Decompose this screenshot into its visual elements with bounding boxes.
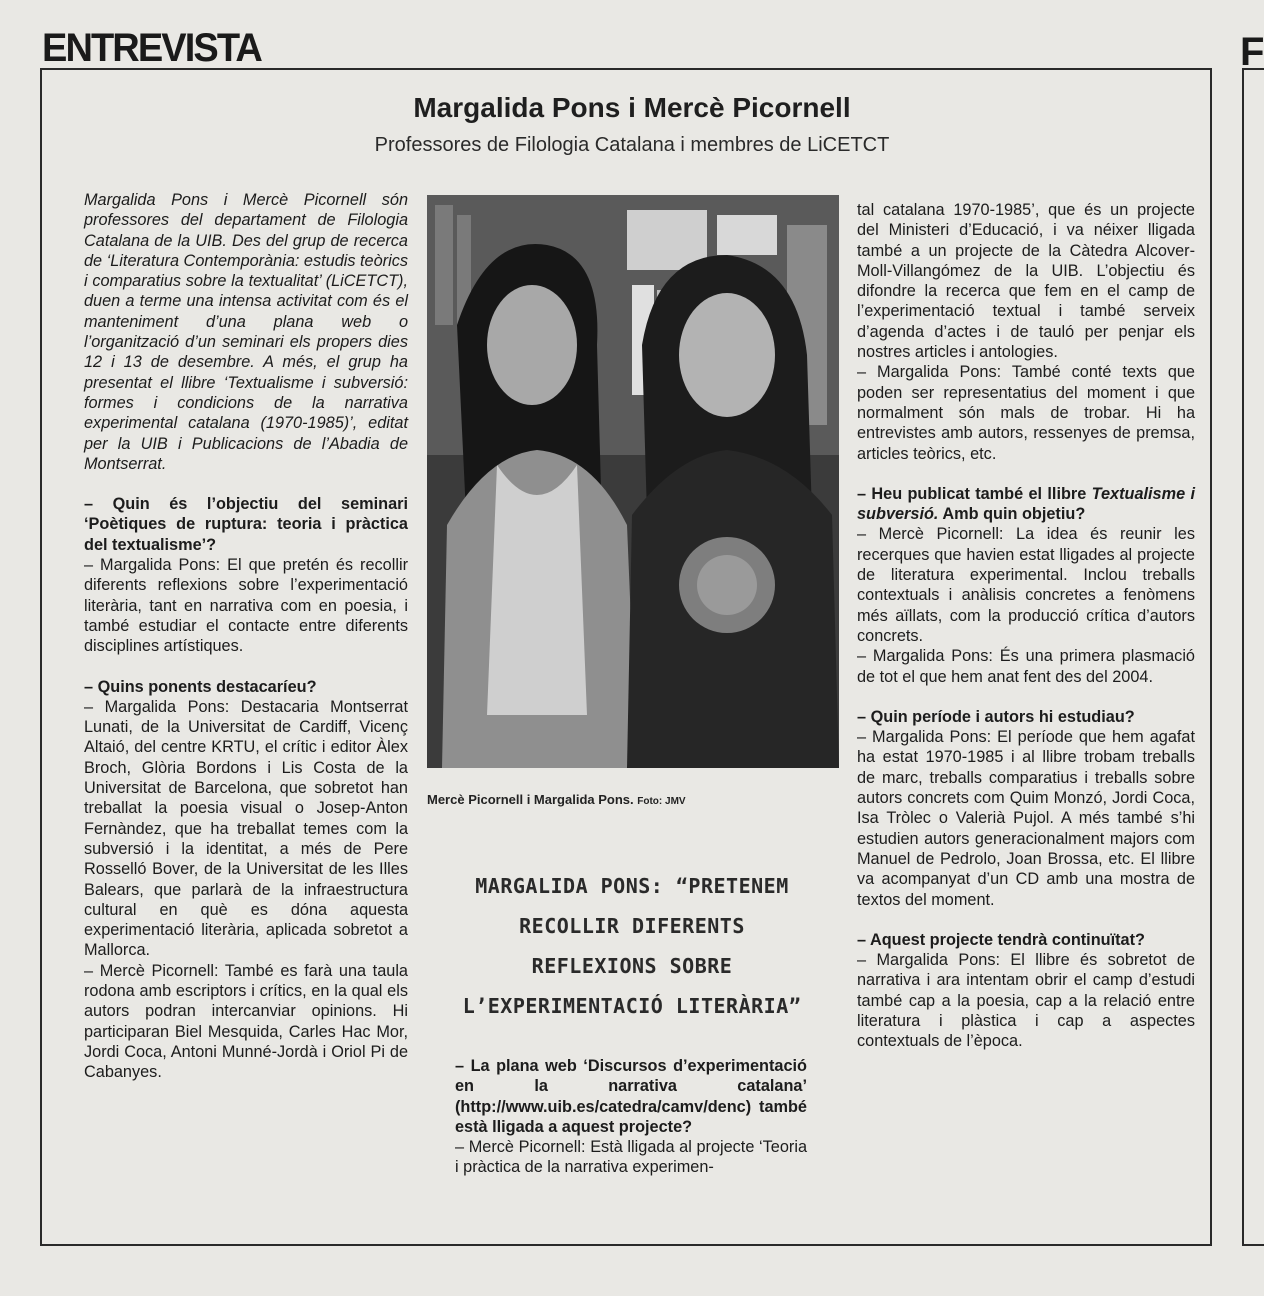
answer-2-pons: – Margalida Pons: Destacaria Montserrat Lunati, de la Universitat de Cardiff, Vicenç Altaió, del centre KRTU, el crític i editor Àlex Broch, Glòria Bordons i Lis Costa de la Universitat de Barcelona, que sobretot han treballat la poesia visual o Josep-Anton Fernàndez, que ha treballat temes com la subversió i la identitat, a més de Pere Rosselló Bover, de la Universitat de les Illes Balears, que parlarà de la infraestructura cultural en què es dóna aquesta experimentació literària, aplicada sobretot a Mallorca.	[84, 697, 408, 960]
section-label: ENTREVISTA	[42, 26, 261, 70]
answer-3-pons: – Margalida Pons: També conté texts que poden ser representatius del moment i que normalment són mals de trobar. Hi ha entrevistes amb autors, ressenyes de premsa, articles teòrics, etc.	[857, 363, 1195, 463]
pull-quote: MARGALIDA PONS: “PRETENEM RECOLLIR DIFERENTS REFLEXIONS SOBRE L’EXPERIMENTACIÓ LITERÀRIA”	[462, 874, 802, 1018]
article-headline: Margalida Pons i Mercè Picornell	[413, 92, 851, 123]
next-page-section-initial: F	[1240, 30, 1264, 74]
question-4-book-title: Textualisme i subversió.	[857, 484, 1195, 524]
question-4-part-b: Amb quin objetiu?	[938, 505, 1086, 524]
article-subheadline: Professores de Filologia Catalana i membres de LiCETCT	[374, 134, 890, 156]
answer-6: – Margalida Pons: El llibre és sobretot de narrativa i ara intentam obrir el camp d’estudi també cap a la poesia, cap a la relació entre literatura i plàstica i cap a aspectes contextuals de l’època.	[857, 951, 1195, 1051]
next-page-frame	[1242, 68, 1264, 1246]
interview-photo	[427, 195, 839, 768]
answer-3-continued: tal catalana 1970-1985’, que és un projecte del Ministeri d’Educació, i va néixer lligada també a un projecte de la Càtedra Alcover-Moll-Villangómez de la UIB. L’objectiu és difondre la recerca que fem en el camp de l’experimentació textual i també serveix d’agenda d’actes i de tauló per penjar els nostres articles i antologies.	[857, 201, 1195, 362]
question-4-part-a: – Heu publicat també el llibre	[857, 484, 1092, 503]
answer-3-start: – Mercè Picornell: Està lligada al projecte ‘Teoria i pràctica de la narrativa experimen-	[455, 1138, 807, 1177]
answer-1: – Margalida Pons: El que pretén és recollir diferents reflexions sobre l’experimentació literària, tant en narrativa com en poesia, i també estudiar el contacte entre diferents disciplines artístiques.	[84, 556, 408, 656]
column-left	[84, 190, 408, 1082]
question-2: – Quins ponents destacaríeu?	[84, 677, 317, 696]
answer-2-picornell: – Mercè Picornell: També es farà una taula rodona amb escriptors i crítics, en la qual els autors podran intercanviar opinions. Hi participaran Biel Mesquida, Carles Hac Mor, Jordi Coca, Antoni Munné-Jordà i Oriol Pi de Cabanyes.	[84, 961, 408, 1082]
photo-illustration	[427, 195, 839, 768]
photo-caption-text: Mercè Picornell i Margalida Pons.	[427, 792, 634, 807]
answer-4-pons: – Margalida Pons: És una primera plasmació de tot el que hem anat fent des del 2004.	[857, 647, 1195, 686]
photo-credit: Foto: JMV	[637, 796, 686, 807]
answer-4-picornell: – Mercè Picornell: La idea és reunir les recerques que havien estat lligades al projecte de literatura experimental. Inclou treballs contextuals i anàlisis concretes a fenòmens més aïllats, com la producció crítica d’autors concrets.	[857, 525, 1195, 645]
answer-5: – Margalida Pons: El període que hem agafat ha estat 1970-1985 i al llibre trobam treballs de marc, treballs comparatius i treballs sobre autors concrets com Quim Monzó, Jordi Coca, Isa Tròlec o Valerià Pujol. A més també s’hi estudien autors generacionalment majors com Manuel de Pedrolo, Joan Brossa, etc. El llibre va acompanyat d’un CD amb una mostra de textos del moment.	[857, 728, 1195, 909]
question-4	[857, 484, 1195, 525]
intro-paragraph: Margalida Pons i Mercè Picornell són professores del departament de Filologia Catalana de la UIB. Des del grup de recerca de ‘Literatura Contemporània: estudis teòrics i comparatius sobre la textualitat’ (LiCETCT), duen a terme una intensa activitat com és el manteniment d’una plana web o l’organització d’un seminari els propers dies 12 i 13 de desembre. A més, el grup ha presentat el llibre ‘Textualisme i subversió: formes i condicions de la narrativa experimental catalana (1970-1985)’, editat per la UIB i Publicacions de l’Abadia de Montserrat.	[84, 191, 408, 473]
question-5: – Quin període i autors hi estudiau?	[857, 707, 1135, 726]
photo-caption	[427, 792, 686, 807]
question-1: – Quin és l’objectiu del seminari ‘Poètiques de ruptura: teoria i pràctica del textualisme’?	[84, 495, 408, 554]
question-6: – Aquest projecte tendrà continuïtat?	[857, 930, 1145, 949]
column-right	[857, 200, 1195, 1052]
column-center	[455, 1056, 807, 1178]
question-3: – La plana web ‘Discursos d’experimentació en la narrativa catalana’ (http://www.uib.es/catedra/camv/denc) també està lligada a aquest projecte?	[455, 1057, 807, 1136]
